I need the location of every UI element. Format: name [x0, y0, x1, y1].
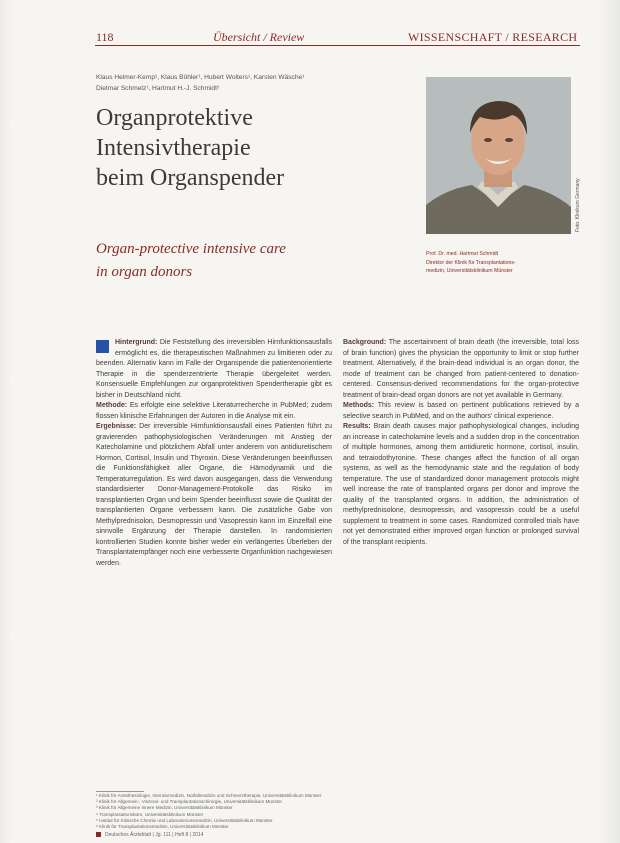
section-label: Übersicht / Review: [213, 30, 305, 44]
footnote: ³ Klinik für Allgemeine Innere Medizin, Universitätsklinikum Münster: [96, 805, 233, 811]
footnote: ¹ Klinik für Anästhesiologie, Intensivmedizin, Notfallmedizin und Schmerztherapie, Universitätsklinikum Münster: [96, 793, 322, 798]
title-line: beim Organspender: [96, 165, 285, 191]
header-rule: [95, 45, 580, 46]
subtitle-line: in organ donors: [96, 264, 193, 280]
footer-marker: [96, 832, 101, 837]
author-line: Dietmar Schmelz¹, Hartmut H.-J. Schmidt²: [96, 85, 220, 92]
abstract-paragraph: Methode: Es erfolgte eine selektive Literaturrecherche in PubMed; zudem flossen klinische Erfahrungen der Autoren in die Analyse mit ein.: [96, 402, 332, 420]
article-subtitle: [96, 238, 416, 284]
abstract-paragraph: Ergebnisse: Der irreversible Hirnfunktionsausfall eines Patienten führt zu gravierenden pathophysiologischen Veränderungen mit Anstieg der Katecholamine und plötzlichem Abfall unter anderem von antidiuretischem Hormon, Cortisol, Insulin und Thyroxin. Diese Veränderungen beeinflussen die Funktionsfähigkeit aller Organe, die Hämodynamik und die Temperaturregulation. Es wird davon ausgegangen, dass die Verwendung standardisierter Donor-Management-Protokolle das Risiko im transplantierten Organ und beim Spender beeinflusst sowie die Qualität der transplantierten Organe verbessern kann. Die zusätzliche Gabe von Methylprednisolon, Desmopressin und Vasopressin kann im Einzelfall eine sinnvolle Ergänzung der Therapie darstellen. In randomisierten kontrollierten Studien konnte bisher weder ein verlängertes Überleben der Transplantatempfänger noch eine verbesserte Organfunktion nachgewiesen werden.: [96, 423, 332, 567]
footnote: ⁴ Transplantationsbüro, Universitätsklinikum Münster: [96, 811, 204, 817]
photo-caption: [426, 250, 576, 276]
footer-citation: Deutsches Ärzteblatt | Jg. 111 | Heft 8 | 2014: [105, 832, 204, 838]
footnote: ⁶ Klinik für Transplantationsmedizin, Universitätsklinikum Münster: [96, 824, 229, 830]
author-portrait: [426, 77, 571, 234]
abstract-paragraph: Methods: This review is based on pertinent publications retrieved by a selective search in PubMed, and on the authors' clinical experience.: [343, 402, 579, 420]
caption-line: Prof. Dr. med. Hartmut Schmidt: [426, 251, 499, 257]
abstract-german: [96, 338, 332, 569]
kicker-label: WISSENSCHAFT / RESEARCH: [408, 30, 578, 44]
article-title: [96, 103, 426, 193]
photo-credit: Foto: Klinikum Germany: [575, 178, 581, 232]
footnote-rule: [96, 791, 144, 792]
page-number: 118: [96, 30, 114, 44]
footnote: ⁵ Institut für Klinische Chemie und Laboratoriumsmedizin, Universitätsklinikum Münster: [96, 817, 273, 823]
author-list: [96, 72, 396, 94]
affiliation-footnotes: [96, 793, 516, 830]
caption-line: medizin, Universitätsklinikum Münster: [426, 268, 513, 275]
caption-line: Direktor der Klinik für Transplantations-: [426, 259, 516, 266]
title-line: Organprotektive: [96, 105, 253, 131]
abstract-paragraph: Results: Brain death causes major pathophysiological changes, including an increase in catecholamine levels and a sudden drop in the concentration of multiple hormones, among them antidiuretic hormone, cortisol, insulin, and tetraiodothyronine. These changes affect the function of all organ systems, as well as the hemodynamic state and the regulation of body temperature. The use of standardized donor management protocols might well increase the rate of transplanted organs per donor and improve the quality of the transplanted organs. In addition, the administration of methylprednisolone, desmopressin, and vasopressin could be a useful supplement to treatment in some cases. Randomized controlled trials have not yet demonstrated either improved organ function or prolonged survival of the transplant recipients.: [343, 423, 579, 546]
abstract-paragraph: Hintergrund: Die Feststellung des irreversiblen Hirnfunktionsausfalls ermöglicht es, die therapeutischen Maßnahmen zu limitieren oder zu beenden. Alternativ kann im Falle der Organspende die patientenorientierte Therapie in die spenderzentrierte Therapie übergeleitet werden. Konsensuelle Empfehlungen zur organprotektiven Spendertherapie gibt es bisher in Deutschland nicht.: [96, 339, 332, 399]
subtitle-line: Organ-protective intensive care: [96, 241, 286, 257]
footnote: ² Klinik für Allgemein-, Viszeral- und Transplantationschirurgie, Universitätsklinikum Münster: [96, 799, 283, 805]
page-footer: [96, 832, 204, 838]
article-start-marker: [96, 340, 109, 353]
abstract-paragraph: Background: The ascertainment of brain death (the irreversible, total loss of brain function) gives the physician the opportunity to limit or stop further treatment. Alternatively, if the brain-dead individual is an organ donor, the mode of treatment can be changed from patient-centered to donation-centered. Consensus-derived recommendations for the organ-protective treatment of brain-dead organ donors are not yet available in Germany.: [343, 339, 579, 399]
title-line: Intensivtherapie: [96, 135, 251, 161]
abstract-english: [343, 338, 579, 548]
author-line: Klaus Helmer-Kemp¹, Klaus Böhler¹, Hubert Wolters¹, Karsten Wäsche¹: [96, 74, 305, 81]
